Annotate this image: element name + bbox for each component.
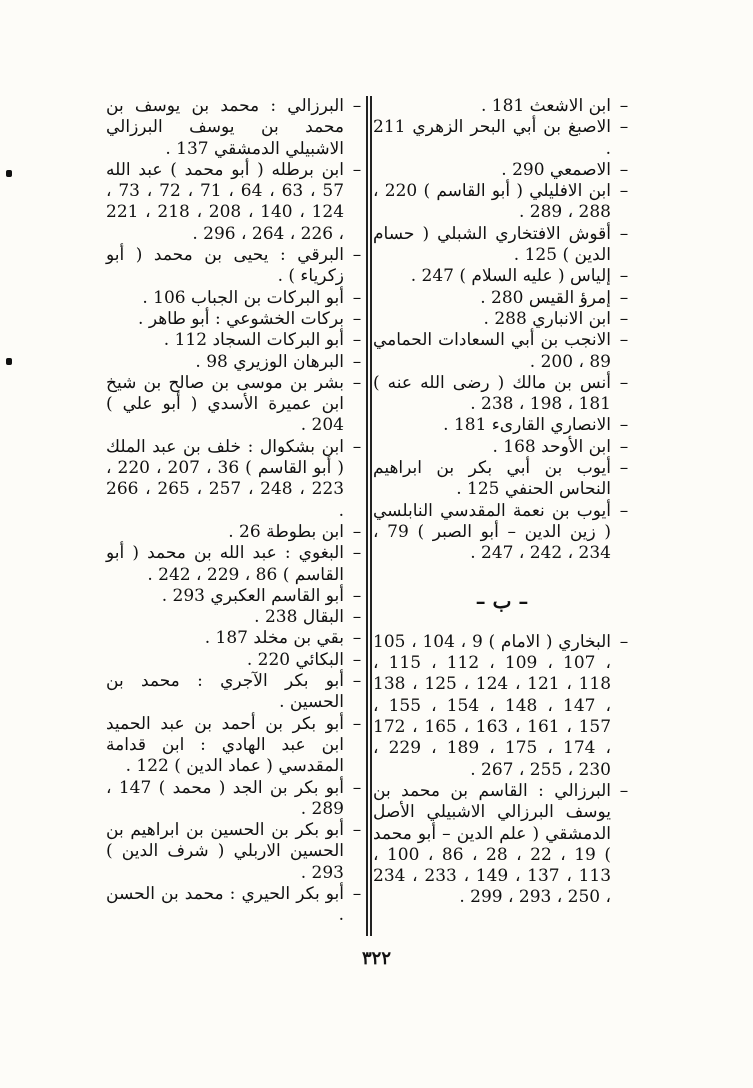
index-entry bbox=[373, 96, 631, 117]
page-number: ٣٢٢ bbox=[361, 948, 391, 969]
entries-ba bbox=[373, 632, 631, 909]
index-entry bbox=[106, 778, 364, 821]
entry-text: ابن الأوحد 168 . bbox=[492, 436, 611, 457]
index-entry bbox=[106, 522, 364, 543]
entry-text: ابن بطوطة 26 . bbox=[228, 521, 344, 542]
entry-dash: – bbox=[619, 181, 629, 202]
entry-dash: – bbox=[619, 415, 629, 436]
index-entry bbox=[106, 586, 364, 607]
entry-text: ابن الاشعث 181 . bbox=[480, 96, 611, 116]
entry-text: أبو البركات بن الجباب 106 . bbox=[142, 287, 344, 308]
entry-dash: – bbox=[352, 883, 362, 904]
index-entry bbox=[106, 96, 364, 160]
index-entry bbox=[373, 373, 631, 416]
index-entry bbox=[373, 330, 631, 373]
index-entry bbox=[106, 309, 364, 330]
entry-dash: – bbox=[352, 713, 362, 734]
entry-dash: – bbox=[352, 777, 362, 798]
index-entry bbox=[373, 266, 631, 287]
entry-text: إمرؤ القيس 280 . bbox=[480, 287, 611, 308]
entry-dash: – bbox=[352, 585, 362, 606]
entry-text: أبو بكر الحيري : محمد بن الحسن . bbox=[106, 883, 344, 926]
entry-dash: – bbox=[352, 521, 362, 542]
entry-dash: – bbox=[352, 628, 362, 649]
entry-text: ابن الانباري 288 . bbox=[483, 308, 611, 329]
entry-text: الاصبغ بن أبي البحر الزهري 211 . bbox=[373, 117, 611, 159]
entry-dash: – bbox=[619, 631, 629, 652]
entry-text: أبو بكر بن أحمد بن عبد الحميد ابن عبد الهادي : ابن قدامة المقدسي ( عماد الدين ) 122 . bbox=[106, 713, 344, 777]
index-entry bbox=[106, 437, 364, 522]
entry-dash: – bbox=[352, 543, 362, 564]
entry-text: البغوي : عبد الله بن محمد ( أبو القاسم ) 86 ، 229 ، 242 . bbox=[106, 543, 344, 585]
entry-dash: – bbox=[619, 372, 629, 393]
column-divider bbox=[366, 96, 368, 936]
index-entry bbox=[106, 884, 364, 927]
column-divider bbox=[370, 96, 372, 936]
entry-text: أبو القاسم العكبري 293 . bbox=[161, 585, 344, 606]
index-entry bbox=[373, 309, 631, 330]
index-column-right bbox=[373, 96, 631, 909]
index-entry bbox=[373, 288, 631, 309]
entries-ba-continued bbox=[106, 96, 364, 927]
entry-dash: – bbox=[619, 308, 629, 329]
index-entry bbox=[106, 288, 364, 309]
entries-alif bbox=[373, 96, 631, 565]
entry-dash: – bbox=[352, 245, 362, 266]
entry-dash: – bbox=[619, 96, 629, 116]
entry-dash: – bbox=[619, 458, 629, 479]
entry-text: بقي بن مخلد 187 . bbox=[204, 628, 344, 649]
index-entry bbox=[373, 415, 631, 436]
index-entry bbox=[106, 714, 364, 778]
entry-text: أبو بكر بن الجد ( محمد ) 147 ، 289 . bbox=[106, 777, 345, 819]
entry-text: أيوب بن نعمة المقدسي النابلسي ( زين الدين – أبو الصبر ) 79 ، 234 ، 242 ، 247 . bbox=[373, 500, 611, 564]
entry-dash: – bbox=[352, 607, 362, 628]
margin-ink-mark bbox=[6, 170, 12, 177]
index-entry bbox=[373, 117, 631, 160]
entry-dash: – bbox=[352, 436, 362, 457]
index-entry bbox=[373, 160, 631, 181]
entry-dash: – bbox=[619, 159, 629, 180]
entry-text: البرقي : يحيى بن محمد ( أبو زكرياء ) . bbox=[106, 245, 344, 287]
entry-text: أبو البركات السجاد 112 . bbox=[163, 330, 344, 351]
entry-text: البكائي 220 . bbox=[246, 649, 344, 670]
entry-text: أبو بكر الآجري : محمد بن الحسين . bbox=[106, 671, 344, 713]
index-column-left bbox=[106, 96, 364, 927]
section-heading-ba: – ب – bbox=[475, 588, 529, 613]
entry-text: البخاري ( الامام ) 9 ، 104 ، 105 ، 107 ، 109 ، 112 ، 115 ، 118 ، 121 ، 124 ، 125 ، 138 ، 147 ، 148 ، 154 ، 155 ، 157 ، 161 ، 163 ، 165 ، 172 ، 174 ، 175 ، 189 ، 229 ، 230 ، 255 ، 267 . bbox=[373, 631, 612, 780]
index-entry bbox=[106, 607, 364, 628]
entry-text: بشر بن موسى بن صالح بن شيخ ابن عميرة الأسدي ( أبو علي ) 204 . bbox=[106, 372, 344, 436]
index-entry bbox=[373, 632, 631, 781]
entry-text: إلياس ( عليه السلام ) 247 . bbox=[410, 266, 611, 287]
entry-dash: – bbox=[619, 223, 629, 244]
entry-dash: – bbox=[352, 159, 362, 180]
entry-text: أقوش الافتخاري الشبلي ( حسام الدين ) 125 . bbox=[373, 223, 611, 266]
index-entry bbox=[106, 671, 364, 714]
entry-text: الانجب بن أبي السعادات الحمامي 89 ، 200 . bbox=[373, 330, 611, 372]
index-entry bbox=[106, 373, 364, 437]
index-entry bbox=[106, 330, 364, 351]
index-entry bbox=[373, 437, 631, 458]
entry-dash: – bbox=[352, 372, 362, 393]
entry-dash: – bbox=[619, 117, 629, 138]
entry-dash: – bbox=[619, 330, 629, 351]
entry-text: ابن الافليلي ( أبو القاسم ) 220 ، 288 ، 289 . bbox=[373, 181, 611, 223]
entry-dash: – bbox=[619, 287, 629, 308]
entry-dash: – bbox=[352, 820, 362, 841]
entry-text: البرزالي : محمد بن يوسف بن محمد بن يوسف البرزالي الاشبيلي الدمشقي 137 . bbox=[106, 96, 344, 159]
index-entry bbox=[106, 352, 364, 373]
entry-text: ابن برطله ( أبو محمد ) عبد الله 57 ، 63 ، 64 ، 71 ، 72 ، 73 ، 124 ، 140 ، 208 ، 218 ، 221 ، 226 ، 264 ، 296 . bbox=[106, 159, 345, 244]
index-entry bbox=[373, 501, 631, 565]
index-entry bbox=[106, 543, 364, 586]
entry-dash: – bbox=[619, 500, 629, 521]
entry-dash: – bbox=[352, 308, 362, 329]
entry-text: البرزالي : القاسم بن محمد بن يوسف البرزالي الاشبيلي الأصل الدمشقي ( علم الدين – أبو محمد ) 19 ، 22 ، 28 ، 86 ، 100 ، 113 ، 137 ، 149 ، 233 ، 234 ، 250 ، 293 ، 299 . bbox=[373, 780, 612, 908]
index-entry bbox=[106, 160, 364, 245]
entry-dash: – bbox=[352, 649, 362, 670]
entry-text: أنس بن مالك ( رضى الله عنه ) 181 ، 198 ، 238 . bbox=[373, 372, 611, 415]
index-entry bbox=[106, 628, 364, 649]
entry-text: الاصمعي 290 . bbox=[501, 159, 611, 180]
entry-text: بركات الخشوعي : أبو طاهر . bbox=[138, 308, 344, 329]
margin-ink-mark bbox=[6, 358, 12, 365]
entry-text: ابن بشكوال : خلف بن عبد الملك ( أبو القاسم ) 36 ، 207 ، 220 ، 223 ، 248 ، 257 ، 265 ، 266 . bbox=[106, 436, 345, 521]
entry-dash: – bbox=[352, 330, 362, 351]
index-entry bbox=[106, 650, 364, 671]
index-entry bbox=[106, 245, 364, 288]
entry-text: أيوب بن أبي بكر بن ابراهيم النحاس الحنفي 125 . bbox=[373, 458, 611, 500]
entry-dash: – bbox=[352, 96, 362, 116]
index-entry bbox=[106, 820, 364, 884]
entry-text: البرهان الوزيري 98 . bbox=[195, 351, 344, 372]
entry-dash: – bbox=[619, 780, 629, 801]
index-entry bbox=[373, 181, 631, 224]
entry-text: الانصاري القارىء 181 . bbox=[443, 415, 611, 436]
entry-dash: – bbox=[352, 287, 362, 308]
entry-text: أبو بكر بن الحسين بن ابراهيم بن الحسين الاربلي ( شرف الدين ) 293 . bbox=[106, 820, 344, 883]
entry-dash: – bbox=[352, 671, 362, 692]
entry-dash: – bbox=[619, 436, 629, 457]
entry-dash: – bbox=[619, 266, 629, 287]
entry-dash: – bbox=[352, 351, 362, 372]
index-entry bbox=[373, 458, 631, 501]
entry-text: البقال 238 . bbox=[254, 607, 344, 628]
index-entry bbox=[373, 224, 631, 267]
index-entry bbox=[373, 781, 631, 909]
